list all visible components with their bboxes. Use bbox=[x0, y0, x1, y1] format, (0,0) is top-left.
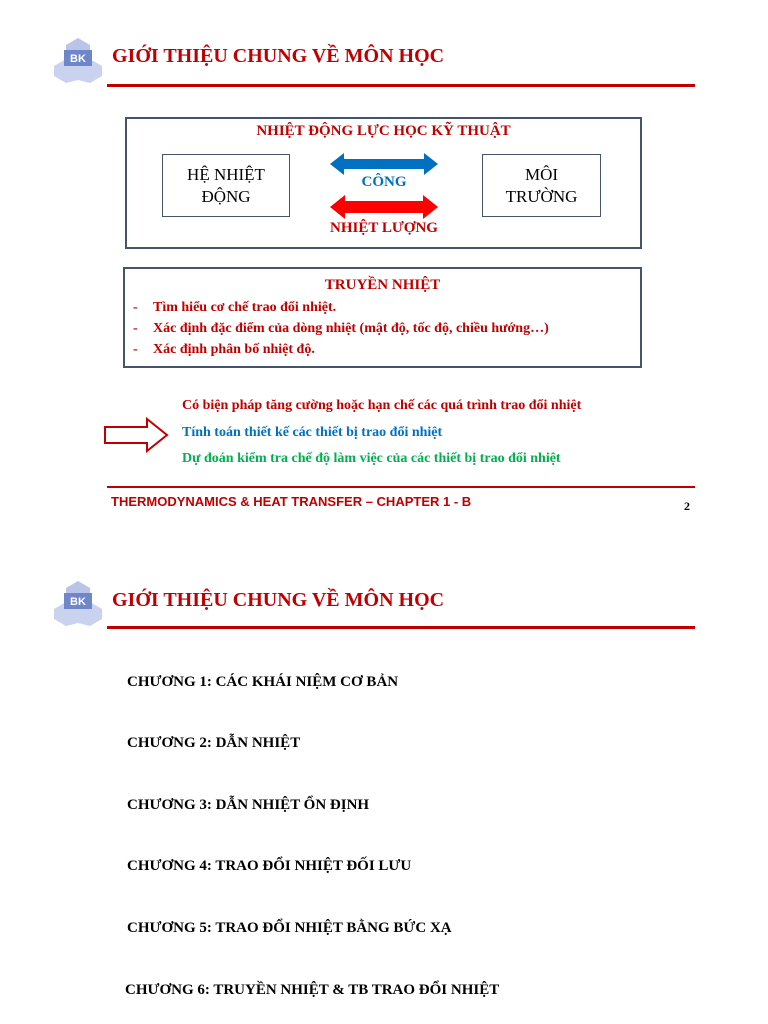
page-number: 2 bbox=[684, 499, 690, 513]
surroundings-box bbox=[482, 154, 601, 217]
outcome-2: Tính toán thiết kế các thiết bị trao đổi nhiệt bbox=[182, 425, 443, 440]
logo-text: BK bbox=[70, 596, 86, 608]
heat-transfer-box bbox=[123, 267, 642, 368]
chapter-item: CHƯƠNG 6: TRUYỀN NHIỆT & TB TRAO ĐỔI NHIỆT bbox=[125, 982, 500, 998]
slide-2 bbox=[0, 560, 768, 1024]
slide-title: GIỚI THIỆU CHUNG VỀ MÔN HỌC bbox=[112, 589, 445, 611]
heat-double-arrow-icon bbox=[330, 195, 438, 219]
list-item: - Tìm hiểu cơ chế trao đổi nhiệt. bbox=[133, 300, 337, 315]
outcome-3: Dự đoán kiểm tra chế độ làm việc của các thiết bị trao đổi nhiệt bbox=[182, 451, 561, 466]
system-line-2: ĐỘNG bbox=[201, 186, 251, 206]
list-item: - Xác định đặc điểm của dòng nhiệt (mật độ, tốc độ, chiều hướng…) bbox=[133, 321, 549, 336]
chapter-item: CHƯƠNG 5: TRAO ĐỔI NHIỆT BẰNG BỨC XẠ bbox=[127, 920, 452, 936]
bk-logo-icon bbox=[52, 36, 104, 84]
chapter-item: CHƯƠNG 4: TRAO ĐỔI NHIỆT ĐỐI LƯU bbox=[127, 858, 412, 874]
thermodynamics-title: NHIỆT ĐỘNG LỰC HỌC KỸ THUẬT bbox=[256, 123, 511, 139]
logo-text: BK bbox=[70, 53, 86, 65]
system-line-1: HỆ NHIỆT bbox=[187, 164, 265, 184]
heat-transfer-title: TRUYỀN NHIỆT bbox=[324, 277, 441, 293]
chapter-item: CHƯƠNG 1: CÁC KHÁI NIỆM CƠ BẢN bbox=[127, 674, 399, 690]
chapter-item: CHƯƠNG 2: DẪN NHIỆT bbox=[127, 735, 301, 751]
title-divider bbox=[107, 626, 695, 629]
list-item: - Xác định phân bố nhiệt độ. bbox=[133, 342, 315, 357]
footer-divider bbox=[107, 486, 695, 488]
heat-transfer-list bbox=[133, 297, 549, 360]
outcome-1: Có biện pháp tăng cường hoặc hạn chế các quá trình trao đổi nhiệt bbox=[182, 398, 582, 413]
right-arrow-icon bbox=[103, 417, 169, 453]
work-double-arrow-icon bbox=[330, 153, 438, 175]
work-label: CÔNG bbox=[361, 174, 407, 190]
footer-text: THERMODYNAMICS & HEAT TRANSFER – CHAPTER 1 - B bbox=[111, 494, 472, 509]
thermodynamics-box bbox=[125, 117, 642, 249]
chapter-item: CHƯƠNG 3: DẪN NHIỆT ỔN ĐỊNH bbox=[127, 797, 370, 813]
slide-title: GIỚI THIỆU CHUNG VỀ MÔN HỌC bbox=[112, 45, 445, 67]
title-divider bbox=[107, 84, 695, 87]
surroundings-line-1: MÔI bbox=[524, 164, 559, 184]
bk-logo-icon bbox=[52, 579, 104, 627]
system-box bbox=[162, 154, 290, 217]
heat-label: NHIỆT LƯỢNG bbox=[330, 220, 438, 236]
surroundings-line-2: TRƯỜNG bbox=[505, 186, 578, 206]
